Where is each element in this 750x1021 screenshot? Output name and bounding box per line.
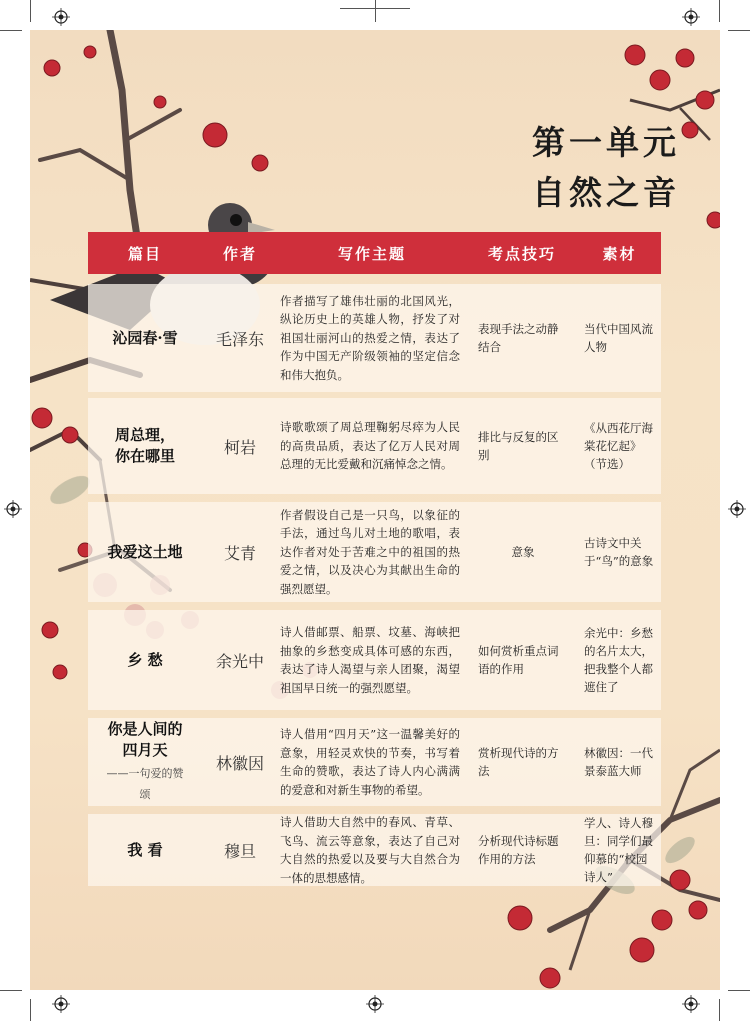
row-theme: 诗人借邮票、船票、坟墓、海峡把抽象的乡愁变成具体可感的东西，表达了诗人渴望与亲人团聚，渴望祖国早日统一的强烈愿望。 <box>280 625 460 695</box>
crop-mark <box>728 990 750 991</box>
registration-mark-icon <box>682 995 700 1013</box>
row-author: 余光中 <box>215 651 264 671</box>
row-material: 学人、诗人穆旦：同学们最仰慕的“校园诗人” <box>584 816 653 884</box>
table-header <box>88 232 661 274</box>
row-theme: 作者假设自己是一只鸟，以象征的手法，通过鸟儿对土地的歌唱，表达作者对处于苦难之中的祖国的热爱之情，以及决心为其献出生命的强烈愿望。 <box>280 507 460 596</box>
row-skill: 表现手法之动静结合 <box>478 322 559 354</box>
header-title: 篇目 <box>127 244 162 263</box>
row-author: 穆旦 <box>223 841 256 861</box>
unit-summary-table <box>88 232 661 885</box>
crop-mark <box>728 30 750 31</box>
row-material: 当代中国风流人物 <box>584 322 653 354</box>
table-row <box>88 610 661 710</box>
table-row <box>88 284 661 392</box>
row-skill: 赏析现代诗的方法 <box>478 746 559 778</box>
table-row <box>88 718 661 806</box>
header-skill: 考点技巧 <box>487 244 556 263</box>
header-material: 素材 <box>602 244 637 263</box>
header-author: 作者 <box>222 244 257 263</box>
registration-mark-icon <box>52 8 70 26</box>
registration-mark-icon <box>728 500 746 518</box>
registration-mark-icon <box>52 995 70 1013</box>
row-title: 周总理，你在哪里 <box>114 426 175 465</box>
row-title: 你是人间的四月天 <box>107 720 183 759</box>
crop-mark <box>0 30 22 31</box>
row-title: 乡 愁 <box>127 650 163 669</box>
row-material: 《从西花厅海棠花忆起》（节选） <box>584 421 653 471</box>
crop-mark <box>719 0 720 22</box>
row-theme: 诗人借用“四月天”这一温馨美好的意象，用轻灵欢快的节奏，书写着生命的赞歌，表达了诗人内心满满的爱意和对新生事物的希望。 <box>280 727 460 797</box>
table-row <box>88 814 661 886</box>
unit-title <box>532 118 680 218</box>
row-author: 毛泽东 <box>215 329 264 349</box>
row-author: 林徽因 <box>215 753 264 773</box>
row-title-cell <box>88 719 202 805</box>
registration-mark-icon <box>4 500 22 518</box>
row-skill: 排比与反复的区别 <box>478 430 559 462</box>
row-material: 余光中：乡愁的名片太大，把我整个人都遮住了 <box>584 626 653 694</box>
crop-mark <box>30 999 31 1021</box>
unit-number: 第一单元 <box>532 123 680 162</box>
table-row <box>88 398 661 494</box>
table-row <box>88 502 661 602</box>
crop-mark <box>30 0 31 22</box>
row-theme: 作者描写了雄伟壮丽的北国风光，纵论历史上的英雄人物，抒发了对祖国壮丽河山的热爱之情，表达了作为中国无产阶级领袖的坚定信念和伟大抱负。 <box>280 293 460 382</box>
unit-theme: 自然之音 <box>532 173 680 212</box>
header-theme: 写作主题 <box>337 244 406 263</box>
crop-mark <box>719 999 720 1021</box>
row-material: 林徽因：一代景泰蓝大师 <box>584 746 653 778</box>
crop-mark <box>375 0 376 22</box>
row-title: 我 看 <box>127 840 163 859</box>
crop-mark <box>0 990 22 991</box>
registration-mark-icon <box>366 995 384 1013</box>
row-author: 艾青 <box>223 543 256 563</box>
row-material: 古诗文中关于“鸟”的意象 <box>584 536 654 568</box>
registration-mark-icon <box>682 8 700 26</box>
row-title: 我爱这土地 <box>107 542 183 561</box>
row-skill: 意象 <box>511 545 535 559</box>
row-subtitle: ——一句爱的赞颂 <box>106 767 184 801</box>
row-theme: 诗歌歌颂了周总理鞠躬尽瘁为人民的高贵品质，表达了亿万人民对周总理的无比爱戴和沉痛悼念之情。 <box>280 420 460 472</box>
row-author: 柯岩 <box>223 437 256 457</box>
row-theme: 诗人借助大自然中的春风、青草、飞鸟、流云等意象，表达了自己对大自然的热爱以及要与大自然合为一体的思想感情。 <box>280 815 460 885</box>
row-skill: 如何赏析重点词语的作用 <box>478 644 559 676</box>
row-skill: 分析现代诗标题作用的方法 <box>478 834 559 866</box>
row-title: 沁园春·雪 <box>112 328 178 347</box>
